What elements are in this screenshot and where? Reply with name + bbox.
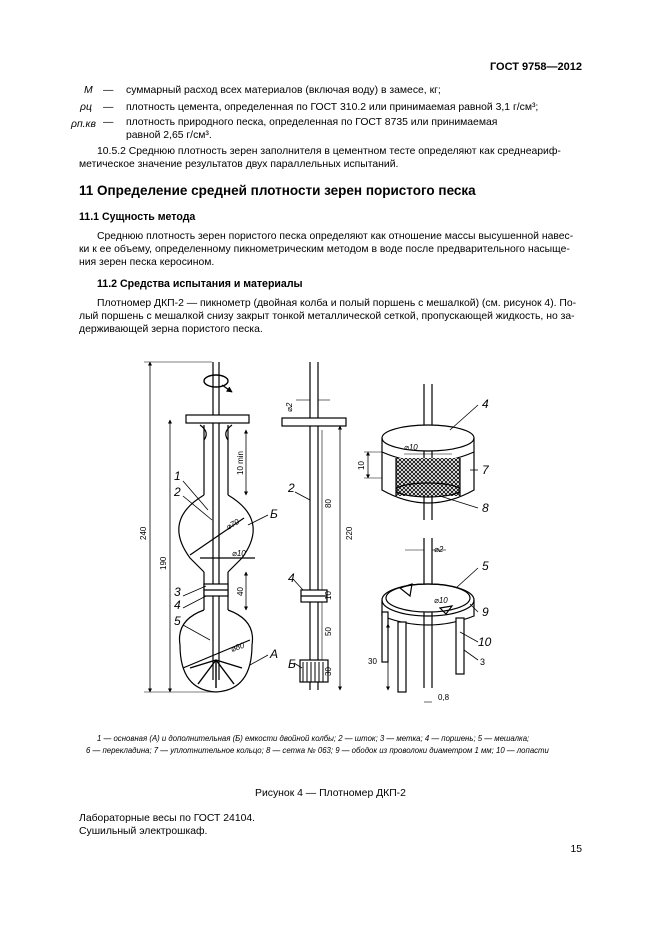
label-5: 5 — [174, 614, 181, 628]
dim-10-piston: 10 — [357, 461, 366, 470]
label-7-detail: 7 — [482, 463, 489, 477]
dim-80: 80 — [324, 499, 333, 508]
dash: — — [103, 102, 114, 113]
dim-30-stirrer: 30 — [368, 657, 377, 666]
definition-text: суммарный расход всех материалов (включая воду) в замесе, кг; — [126, 85, 441, 96]
definition-text: плотность цемента, определенная по ГОСТ 310.2 или принимаемая равной 3,1 г/см³; — [126, 102, 539, 113]
definition-text: плотность природного песка, определенная по ГОСТ 8735 или принимаемая — [126, 117, 498, 128]
materials-line: Лабораторные весы по ГОСТ 24104. — [79, 813, 256, 824]
dim-d10-stirrer: ⌀10 — [434, 596, 448, 605]
dim-30: 30 — [324, 667, 333, 676]
dim-d2-stirrer: ⌀2 — [434, 545, 444, 554]
symbol-m: M — [84, 85, 93, 96]
dim-d2: ⌀2 — [285, 402, 294, 412]
dim-d10: ⌀10 — [232, 549, 246, 558]
dim-240: 240 — [139, 526, 148, 540]
dim-d10-piston: ⌀10 — [404, 443, 418, 452]
paragraph-line: ки к ее объему, определенному пикнометрическим методом в воде после предварительного насыще- — [79, 244, 570, 255]
upper-bulb — [179, 495, 253, 572]
label-4: 4 — [174, 598, 181, 612]
label-9-detail: 9 — [482, 605, 489, 619]
dim-0-8: 0,8 — [438, 693, 450, 702]
dim-40: 40 — [236, 587, 245, 596]
dim-10: 10 — [324, 591, 333, 600]
dash: — — [103, 117, 114, 128]
figure-caption: Рисунок 4 — Плотномер ДКП-2 — [255, 788, 406, 799]
paragraph-line: держивающей зерна пористого песка. — [79, 324, 263, 335]
symbol-rho-p: ρп.кв — [71, 119, 96, 130]
label-5-detail: 5 — [482, 559, 489, 573]
dim-d80: ⌀80 — [229, 640, 246, 654]
stirrer-blade — [382, 612, 388, 662]
dash: — — [103, 85, 114, 96]
section-heading: 11 Определение средней плотности зерен пористого песка — [79, 183, 476, 198]
dim-220: 220 — [345, 526, 354, 540]
crossbar — [186, 415, 249, 423]
materials-line: Сушильный электрошкаф. — [79, 826, 208, 837]
paragraph-line: Среднюю плотность зерен пористого песка определяют как отношение массы высушенной навес- — [97, 231, 574, 242]
label-6-stem: Б — [288, 657, 296, 671]
label-1: 1 — [174, 469, 181, 483]
label-2: 2 — [174, 485, 181, 499]
stirrer-blade — [398, 622, 406, 692]
page-number: 15 — [570, 844, 582, 855]
dim-d70: ⌀70 — [224, 517, 241, 532]
definition-text-cont: равной 2,65 г/см³. — [126, 130, 212, 141]
figure-plotnomer-drawing — [0, 350, 661, 730]
dim-190: 190 — [159, 556, 168, 570]
paragraph-line: метическое значение результатов двух параллельных испытаний. — [79, 159, 399, 170]
paragraph-line: ния зерен песка керосином. — [79, 257, 215, 268]
stirrer-blade — [456, 618, 464, 674]
subsection-heading: 11.2 Средства испытания и материалы — [97, 278, 303, 290]
label-8-detail: 8 — [482, 501, 489, 515]
label-4-detail: 4 — [482, 397, 489, 411]
subsection-heading: 11.1 Сущность метода — [79, 211, 196, 223]
label-3-detail: 3 — [480, 657, 486, 667]
symbol-rho-c: ρц — [80, 102, 92, 113]
dim-10min: 10 min — [236, 450, 245, 475]
label-a: А — [270, 647, 279, 661]
stem-crossbar — [282, 418, 346, 426]
label-4-stem: 4 — [288, 571, 295, 585]
label-3: 3 — [174, 585, 181, 599]
rotation-arrow — [204, 375, 228, 387]
dim-50: 50 — [324, 627, 333, 636]
figure-legend-line: 6 — перекладина; 7 — уплотнительное кольцо; 8 — сетка № 063; 9 — ободок из проволоки диаметром 1 мм; 10 — лопасти — [86, 746, 549, 755]
paragraph-line: лый поршень с мешалкой снизу закрыт тонкой металлической сеткой, пропускающей жидкость, но за- — [79, 311, 575, 322]
paragraph-line: Плотномер ДКП-2 — пикнометр (двойная колба и полый поршень с мешалкой) (см. рисунок 4). По- — [97, 298, 577, 309]
label-2-stem: 2 — [288, 481, 295, 495]
label-b: Б — [270, 507, 278, 521]
piston-top — [382, 425, 474, 451]
paragraph-line: 10.5.2 Среднюю плотность зерен заполнителя в цементном тесте определяют как среднеариф- — [97, 146, 561, 157]
label-10-detail: 10 — [478, 635, 492, 649]
figure-legend-line: 1 — основная (А) и дополнительная (Б) емкости двойной колбы; 2 — шток; 3 — метка; 4 — поршень; 5 — мешалка; — [97, 734, 530, 743]
standard-header: ГОСТ 9758—2012 — [489, 61, 582, 73]
